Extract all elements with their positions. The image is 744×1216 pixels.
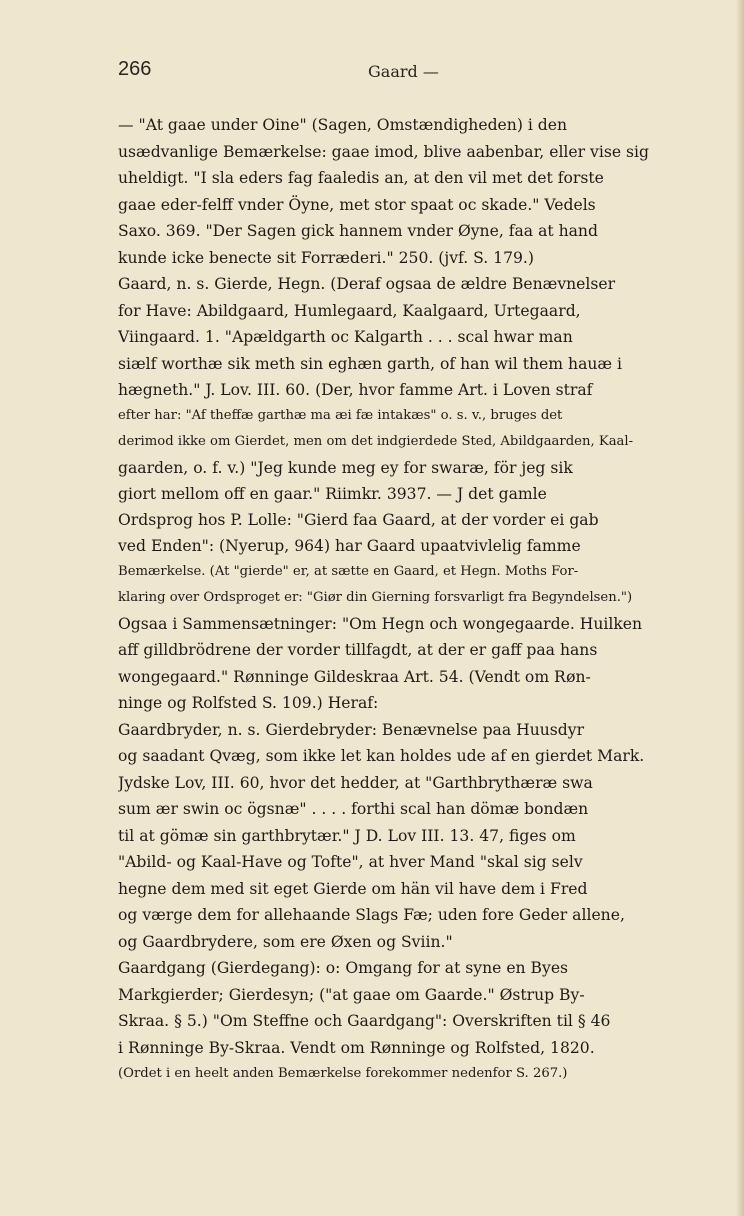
paragraph-sammensaetninger [118, 611, 708, 717]
text-line-small: efter har: "Af theffæ garthæ ma æi fæ intakæs" o. s. v., bruges det [118, 407, 563, 423]
text-line: uheldigt. "I sla eders fag faaledis an, at den vil met det forste [118, 169, 604, 187]
text-line: til at gömæ sin garthbrytær." J D. Lov III. 13. 47, figes om [118, 826, 576, 845]
text-line-small: Bemærkelse. (At "gierde" er, at sætte en Gaard, et Hegn. Moths For- [118, 563, 579, 579]
text-body [118, 112, 708, 1088]
text-line: Jydske Lov, III. 60, hvor det hedder, at "Garthbrythæræ swa [118, 773, 593, 792]
page-header [118, 58, 708, 88]
text-line: Gaardgang (Gierdegang): o: Omgang for at syne en Byes [118, 959, 569, 977]
text-line: Markgierder; Gierdesyn; ("at gaae om Gaarde." Østrup By- [118, 985, 585, 1004]
text-line: Gaard, n. s. Gierde, Hegn. (Deraf ogsaa de ældre Benævnelser [118, 275, 616, 293]
paragraph-gaard-quotes [118, 351, 708, 611]
text-line: wongegaard." Rønninge Gildeskraa Art. 54. (Vendt om Røn- [118, 667, 591, 686]
text-line: giort mellom off en gaar." Riimkr. 3937. — J det gamle [118, 484, 547, 503]
text-line: "Abild- og Kaal-Have og Tofte", at hver Mand "skal sig selv [118, 853, 583, 871]
text-line-small: (Ordet i en heelt anden Bemærkelse forekommer nedenfor S. 267.) [118, 1066, 568, 1081]
text-line: ved Enden": (Nyerup, 964) har Gaard upaatvivlelig famme [118, 536, 581, 555]
text-line: gaarden, o. f. v.) "Jeg kunde meg ey for swaræ, för jeg sik [118, 458, 573, 477]
entry-gaardbryder [118, 717, 708, 956]
text-line: og saadant Qvæg, som ikke let kan holdes ude af en gierdet Mark. [118, 747, 645, 765]
text-line: siælf worthæ sik meth sin eghæn garth, of han wil them hauæ i [118, 354, 623, 373]
text-line: — "At gaae under Oine" (Sagen, Omstændigheden) i den [118, 116, 568, 134]
text-line: gaae eder-felff vnder Öyne, met stor spaat oc skade." Vedels [118, 195, 596, 214]
text-line: hægneth." J. Lov. III. 60. (Der, hvor famme Art. i Loven straf [118, 380, 593, 399]
text-line: i Rønninge By-Skraa. Vendt om Rønninge og Rolfsted, 1820. [118, 1038, 595, 1057]
text-line: og værge dem for allehaande Slags Fæ; uden fore Geder allene, [118, 906, 625, 924]
running-head: Gaard — [368, 62, 439, 81]
text-line: Viingaard. 1. "Apældgarth oc Kalgarth . . . scal hwar man [118, 328, 573, 346]
text-line: Ogsaa i Sammensætninger: "Om Hegn och wongegaarde. Huilken [118, 614, 643, 633]
text-line: sum ær swin oc ögsnæ" . . . . forthi scal han dömæ bondæn [118, 800, 589, 818]
text-line: Ordsprog hos P. Lolle: "Gierd faa Gaard, at der vorder ei gab [118, 510, 599, 529]
text-line: ninge og Rolfsted S. 109.) Heraf: [118, 694, 379, 712]
entry-gaardgang [118, 955, 708, 1088]
text-line-small: derimod ikke om Gierdet, men om det indgierdede Sted, Abildgaarden, Kaal- [118, 433, 634, 449]
text-line: kunde icke benecte sit Forræderi." 250. (jvf. S. 179.) [118, 248, 534, 267]
text-line: hegne dem med sit eget Gierde om hän vil have dem i Fred [118, 879, 588, 898]
text-line: Gaardbryder, n. s. Gierdebryder: Benævnelse paa Huusdyr [118, 720, 585, 739]
text-line: usædvanlige Bemærkelse: gaae imod, blive aabenbar, eller vise sig [118, 142, 650, 161]
paragraph-gaae-under-oine [118, 112, 708, 271]
entry-gaard [118, 271, 708, 351]
text-line: aff gilldbrödrene der vorder tillfagdt, at der er gaff paa hans [118, 641, 598, 659]
text-line-small: klaring over Ordsproget er: "Giør din Gierning forsvarligt fra Begyndelsen.") [118, 589, 633, 605]
text-line: Skraa. § 5.) "Om Steffne och Gaardgang": Overskriften til § 46 [118, 1012, 611, 1030]
text-line: for Have: Abildgaard, Humlegaard, Kaalgaard, Urtegaard, [118, 301, 581, 320]
text-line: Saxo. 369. "Der Sagen gick hannem vnder Øyne, faa at hand [118, 222, 598, 240]
text-line: og Gaardbrydere, som ere Øxen og Sviin." [118, 932, 453, 951]
page-number: 266 [118, 58, 152, 80]
